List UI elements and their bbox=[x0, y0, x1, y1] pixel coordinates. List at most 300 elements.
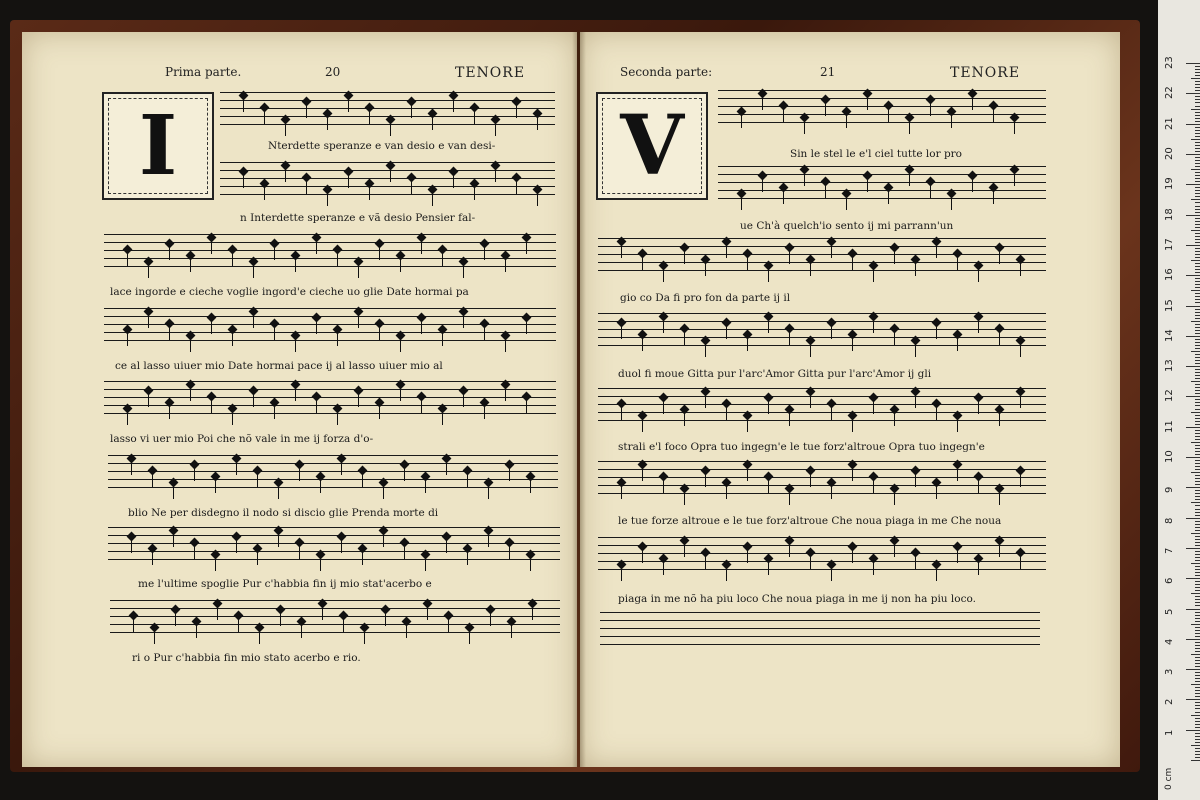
ruler-minor-tick bbox=[1191, 290, 1200, 291]
ruler-minor-tick bbox=[1195, 263, 1200, 264]
ruler-minor-tick bbox=[1195, 130, 1200, 131]
ruler-minor-tick bbox=[1195, 339, 1200, 340]
ruler-minor-tick bbox=[1195, 521, 1200, 522]
ruler-minor-tick bbox=[1191, 563, 1200, 564]
note-stem bbox=[425, 479, 426, 493]
ruler-minor-tick bbox=[1195, 84, 1200, 85]
note-stem bbox=[348, 98, 349, 112]
ruler-minor-tick bbox=[1195, 236, 1200, 237]
note-stem bbox=[516, 180, 517, 194]
note-stem bbox=[621, 485, 622, 499]
ruler-minor-tick bbox=[1195, 136, 1200, 137]
ruler-minor-tick bbox=[1195, 599, 1200, 600]
note-stem bbox=[894, 331, 895, 345]
ruler-minor-tick bbox=[1195, 372, 1200, 373]
ruler-minor-tick bbox=[1195, 721, 1200, 722]
note-stem bbox=[411, 104, 412, 118]
ruler-minor-tick bbox=[1195, 357, 1200, 358]
ruler-minor-tick bbox=[1195, 309, 1200, 310]
note-stem bbox=[421, 320, 422, 334]
ruler-minor-tick bbox=[1191, 533, 1200, 534]
ruler-minor-tick bbox=[1195, 430, 1200, 431]
staff-line bbox=[598, 545, 1046, 546]
ruler-minor-tick bbox=[1191, 199, 1200, 200]
ruler-minor-tick bbox=[1195, 724, 1200, 725]
lyric-line: lace ingorde e cieche voglie ingord'e cieche uo glie Date hormai pa bbox=[110, 286, 469, 298]
note-stem bbox=[993, 108, 994, 122]
ruler-minor-tick bbox=[1191, 124, 1200, 125]
note-stem bbox=[169, 246, 170, 260]
note-stem bbox=[789, 543, 790, 557]
ruler-minor-tick bbox=[1195, 657, 1200, 658]
ruler-minor-tick bbox=[1191, 336, 1200, 337]
note-stem bbox=[385, 612, 386, 626]
ruler-minor-tick bbox=[1191, 366, 1200, 367]
staff-line bbox=[718, 122, 1046, 123]
ruler-number: 19 bbox=[1164, 177, 1175, 191]
ruler-minor-tick bbox=[1195, 348, 1200, 349]
note-stem bbox=[726, 567, 727, 581]
ruler-minor-tick bbox=[1195, 212, 1200, 213]
ruler-number: 20 bbox=[1164, 147, 1175, 160]
ruler-minor-tick bbox=[1191, 412, 1200, 413]
note-stem bbox=[425, 557, 426, 571]
ruler-minor-tick bbox=[1195, 712, 1200, 713]
note-stem bbox=[978, 400, 979, 414]
ruler-minor-tick bbox=[1195, 551, 1200, 552]
note-stem bbox=[453, 98, 454, 112]
note-stem bbox=[1020, 262, 1021, 276]
ruler-minor-tick bbox=[1195, 648, 1200, 649]
music-staff bbox=[110, 600, 560, 634]
ruler-minor-tick bbox=[1195, 248, 1200, 249]
ruler-minor-tick bbox=[1195, 633, 1200, 634]
lyric-line: ue Ch'à quelch'io sento ij mi parrann'un bbox=[740, 220, 954, 232]
note-stem bbox=[747, 418, 748, 432]
note-stem bbox=[236, 539, 237, 553]
note-stem bbox=[379, 246, 380, 260]
note-stem bbox=[301, 624, 302, 638]
ruler-number: 11 bbox=[1164, 419, 1175, 433]
note-stem bbox=[364, 630, 365, 644]
lyric-line: Nterdette speranze e van desio e van desi- bbox=[268, 140, 496, 152]
ruler-minor-tick bbox=[1191, 260, 1200, 261]
ruler-minor-tick bbox=[1195, 460, 1200, 461]
ruler-minor-tick bbox=[1195, 254, 1200, 255]
ruler-minor-tick bbox=[1191, 654, 1200, 655]
ruler-minor-tick bbox=[1195, 696, 1200, 697]
note-stem bbox=[131, 461, 132, 475]
ruler-minor-tick bbox=[1195, 718, 1200, 719]
ruler-minor-tick bbox=[1195, 81, 1200, 82]
note-stem bbox=[663, 268, 664, 282]
note-stem bbox=[930, 102, 931, 116]
note-stem bbox=[526, 240, 527, 254]
staff-line bbox=[104, 308, 556, 309]
ruler-minor-tick bbox=[1195, 363, 1200, 364]
staff-line bbox=[104, 266, 556, 267]
note-stem bbox=[152, 473, 153, 487]
note-stem bbox=[867, 178, 868, 192]
ruler-minor-tick bbox=[1195, 287, 1200, 288]
lyric-line: n Interdette speranze e vã desio Pensier fal- bbox=[240, 212, 476, 224]
note-stem bbox=[642, 549, 643, 563]
note-stem bbox=[957, 337, 958, 351]
staff-line bbox=[108, 471, 558, 472]
ruler-minor-tick bbox=[1195, 469, 1200, 470]
staff-line bbox=[598, 337, 1046, 338]
ruler-minor-tick bbox=[1195, 157, 1200, 158]
note-stem bbox=[127, 411, 128, 425]
note-stem bbox=[530, 479, 531, 493]
lyric-line: me l'ultime spoglie Pur c'habbia fin ij mio stat'acerbo e bbox=[138, 578, 432, 590]
note-stem bbox=[999, 250, 1000, 264]
music-staff bbox=[598, 461, 1046, 495]
note-stem bbox=[169, 405, 170, 419]
note-stem bbox=[831, 485, 832, 499]
ruler-minor-tick bbox=[1191, 487, 1200, 488]
ruler-minor-tick bbox=[1195, 590, 1200, 591]
ruler-minor-tick bbox=[1195, 448, 1200, 449]
note-stem bbox=[274, 405, 275, 419]
ruler-minor-tick bbox=[1195, 330, 1200, 331]
note-stem bbox=[358, 264, 359, 278]
staff-line bbox=[108, 551, 560, 552]
note-stem bbox=[406, 624, 407, 638]
note-stem bbox=[747, 467, 748, 481]
note-stem bbox=[978, 268, 979, 282]
ruler-minor-tick bbox=[1195, 178, 1200, 179]
note-stem bbox=[978, 561, 979, 575]
note-stem bbox=[285, 122, 286, 136]
staff-line bbox=[598, 345, 1046, 346]
note-stem bbox=[972, 96, 973, 110]
note-stem bbox=[253, 264, 254, 278]
note-stem bbox=[642, 418, 643, 432]
note-stem bbox=[194, 467, 195, 481]
note-stem bbox=[873, 479, 874, 493]
note-stem bbox=[495, 168, 496, 182]
note-stem bbox=[337, 411, 338, 425]
ruler-minor-tick bbox=[1191, 699, 1200, 700]
ruler-minor-tick bbox=[1195, 115, 1200, 116]
note-stem bbox=[894, 491, 895, 505]
note-stem bbox=[285, 168, 286, 182]
note-stem bbox=[873, 400, 874, 414]
ruler-minor-tick bbox=[1191, 381, 1200, 382]
note-stem bbox=[621, 406, 622, 420]
note-stem bbox=[768, 561, 769, 575]
ruler-minor-tick bbox=[1195, 566, 1200, 567]
note-stem bbox=[295, 387, 296, 401]
music-staff bbox=[104, 308, 556, 342]
ruler-minor-tick bbox=[1195, 233, 1200, 234]
ruler-minor-tick bbox=[1195, 484, 1200, 485]
note-stem bbox=[846, 196, 847, 210]
note-stem bbox=[232, 411, 233, 425]
note-stem bbox=[253, 393, 254, 407]
ruler-minor-tick bbox=[1195, 596, 1200, 597]
ruler-minor-tick bbox=[1195, 627, 1200, 628]
music-staff bbox=[598, 238, 1046, 272]
note-stem bbox=[957, 256, 958, 270]
music-staff bbox=[220, 92, 555, 126]
ruler-minor-tick bbox=[1191, 669, 1200, 670]
note-stem bbox=[211, 399, 212, 413]
ruler-number: 6 bbox=[1164, 577, 1175, 585]
ruler-minor-tick bbox=[1195, 360, 1200, 361]
music-staff bbox=[598, 313, 1046, 347]
staff-line bbox=[104, 413, 556, 414]
note-stem bbox=[530, 557, 531, 571]
ruler-minor-tick bbox=[1191, 154, 1200, 155]
ruler-minor-tick bbox=[1191, 684, 1200, 685]
staff-line bbox=[108, 535, 560, 536]
note-stem bbox=[316, 399, 317, 413]
ruler-minor-tick bbox=[1195, 166, 1200, 167]
note-stem bbox=[509, 545, 510, 559]
note-stem bbox=[509, 467, 510, 481]
ruler-minor-tick bbox=[1195, 660, 1200, 661]
note-stem bbox=[888, 108, 889, 122]
note-stem bbox=[930, 184, 931, 198]
note-stem bbox=[442, 252, 443, 266]
note-stem bbox=[888, 190, 889, 204]
staff-line bbox=[600, 620, 1040, 621]
note-stem bbox=[894, 412, 895, 426]
note-stem bbox=[831, 406, 832, 420]
ruler-minor-tick bbox=[1195, 584, 1200, 585]
ruler-number: 22 bbox=[1164, 86, 1175, 100]
ruler-minor-tick bbox=[1195, 636, 1200, 637]
ruler-minor-tick bbox=[1191, 639, 1200, 640]
note-stem bbox=[215, 479, 216, 493]
ruler-minor-tick bbox=[1195, 742, 1200, 743]
ruler-minor-tick bbox=[1195, 542, 1200, 543]
ruler-minor-tick bbox=[1195, 324, 1200, 325]
note-stem bbox=[327, 116, 328, 130]
ruler-minor-tick bbox=[1195, 318, 1200, 319]
note-stem bbox=[621, 325, 622, 339]
staff-line bbox=[110, 632, 560, 633]
note-stem bbox=[243, 174, 244, 188]
note-stem bbox=[337, 332, 338, 346]
note-stem bbox=[299, 545, 300, 559]
note-stem bbox=[369, 186, 370, 200]
ruler-minor-tick bbox=[1195, 454, 1200, 455]
note-stem bbox=[432, 116, 433, 130]
ruler-minor-tick bbox=[1195, 666, 1200, 667]
note-stem bbox=[642, 337, 643, 351]
note-stem bbox=[1020, 555, 1021, 569]
note-stem bbox=[278, 485, 279, 499]
note-stem bbox=[867, 96, 868, 110]
note-stem bbox=[190, 258, 191, 272]
ruler-minor-tick bbox=[1195, 390, 1200, 391]
ruler-minor-tick bbox=[1195, 515, 1200, 516]
staff-line bbox=[598, 420, 1046, 421]
note-stem bbox=[484, 246, 485, 260]
staff-line bbox=[600, 612, 1040, 613]
note-stem bbox=[873, 319, 874, 333]
note-stem bbox=[684, 331, 685, 345]
ruler-minor-tick bbox=[1195, 172, 1200, 173]
note-stem bbox=[726, 406, 727, 420]
note-stem bbox=[762, 96, 763, 110]
ruler-minor-tick bbox=[1191, 139, 1200, 140]
note-stem bbox=[341, 461, 342, 475]
note-stem bbox=[215, 557, 216, 571]
music-staff bbox=[108, 455, 558, 489]
ruler-minor-tick bbox=[1191, 609, 1200, 610]
ruler-minor-tick bbox=[1195, 281, 1200, 282]
ruler-minor-tick bbox=[1191, 321, 1200, 322]
ruler-minor-tick bbox=[1195, 439, 1200, 440]
staff-line bbox=[600, 628, 1040, 629]
note-stem bbox=[341, 539, 342, 553]
ruler-minor-tick bbox=[1195, 645, 1200, 646]
note-stem bbox=[358, 314, 359, 328]
empty-staff bbox=[600, 612, 1040, 640]
ruler-minor-tick bbox=[1195, 227, 1200, 228]
ruler-minor-tick bbox=[1195, 618, 1200, 619]
ruler-minor-tick bbox=[1195, 681, 1200, 682]
note-stem bbox=[243, 98, 244, 112]
decorated-initial-left bbox=[102, 92, 214, 200]
note-stem bbox=[741, 196, 742, 210]
note-stem bbox=[127, 252, 128, 266]
note-stem bbox=[957, 549, 958, 563]
note-stem bbox=[873, 268, 874, 282]
ruler-minor-tick bbox=[1195, 218, 1200, 219]
ruler-minor-tick bbox=[1195, 160, 1200, 161]
note-stem bbox=[299, 467, 300, 481]
staff-line bbox=[598, 461, 1046, 462]
ruler-minor-tick bbox=[1195, 409, 1200, 410]
ruler-minor-tick bbox=[1195, 242, 1200, 243]
ruler-minor-tick bbox=[1191, 472, 1200, 473]
staff-line bbox=[220, 194, 555, 195]
ruler-minor-tick bbox=[1195, 557, 1200, 558]
lyric-line: gio co Da fi pro fon da parte ij il bbox=[620, 292, 791, 304]
note-stem bbox=[663, 400, 664, 414]
staff-line bbox=[220, 100, 555, 101]
note-stem bbox=[390, 122, 391, 136]
ruler-minor-tick bbox=[1191, 230, 1200, 231]
note-stem bbox=[505, 258, 506, 272]
note-stem bbox=[936, 244, 937, 258]
ruler-minor-tick bbox=[1195, 436, 1200, 437]
note-stem bbox=[825, 102, 826, 116]
ruler-minor-tick bbox=[1195, 87, 1200, 88]
left-page-number: 20 bbox=[325, 65, 341, 79]
note-stem bbox=[663, 479, 664, 493]
lyric-line: duol fi moue Gitta pur l'arc'Amor Gitta pur l'arc'Amor ij gli bbox=[618, 368, 932, 380]
note-stem bbox=[196, 624, 197, 638]
note-stem bbox=[484, 326, 485, 340]
ruler-minor-tick bbox=[1195, 193, 1200, 194]
ruler-minor-tick bbox=[1195, 221, 1200, 222]
note-stem bbox=[852, 418, 853, 432]
staff-line bbox=[600, 644, 1040, 645]
music-staff bbox=[104, 234, 556, 268]
note-stem bbox=[306, 180, 307, 194]
note-stem bbox=[684, 250, 685, 264]
note-stem bbox=[448, 618, 449, 632]
note-stem bbox=[232, 252, 233, 266]
ruler-minor-tick bbox=[1191, 593, 1200, 594]
ruler-number: 5 bbox=[1164, 608, 1175, 615]
note-stem bbox=[684, 491, 685, 505]
ruler-minor-tick bbox=[1195, 736, 1200, 737]
ruler-minor-tick bbox=[1195, 284, 1200, 285]
note-stem bbox=[190, 387, 191, 401]
ruler-minor-tick bbox=[1191, 502, 1200, 503]
ruler-minor-tick bbox=[1195, 539, 1200, 540]
note-stem bbox=[909, 120, 910, 134]
note-stem bbox=[322, 606, 323, 620]
ruler-minor-tick bbox=[1195, 505, 1200, 506]
note-stem bbox=[362, 551, 363, 565]
ruler-minor-tick bbox=[1195, 615, 1200, 616]
initial-letter: V bbox=[620, 98, 684, 194]
note-stem bbox=[852, 256, 853, 270]
ruler-minor-tick bbox=[1195, 739, 1200, 740]
ruler-minor-tick bbox=[1195, 187, 1200, 188]
ruler-minor-tick bbox=[1195, 572, 1200, 573]
note-stem bbox=[705, 262, 706, 276]
ruler-minor-tick bbox=[1195, 509, 1200, 510]
note-stem bbox=[274, 246, 275, 260]
note-stem bbox=[488, 533, 489, 547]
staff-line bbox=[110, 616, 560, 617]
ruler-minor-tick bbox=[1195, 587, 1200, 588]
note-stem bbox=[747, 549, 748, 563]
ruler-minor-tick bbox=[1195, 106, 1200, 107]
ruler-minor-tick bbox=[1195, 196, 1200, 197]
ruler-minor-tick bbox=[1195, 757, 1200, 758]
note-stem bbox=[495, 122, 496, 136]
ruler-minor-tick bbox=[1195, 496, 1200, 497]
note-stem bbox=[726, 485, 727, 499]
note-stem bbox=[936, 325, 937, 339]
note-stem bbox=[217, 606, 218, 620]
note-stem bbox=[295, 338, 296, 352]
note-stem bbox=[253, 314, 254, 328]
ruler-minor-tick bbox=[1195, 545, 1200, 546]
ruler-minor-tick bbox=[1195, 302, 1200, 303]
note-stem bbox=[320, 479, 321, 493]
ruler-minor-tick bbox=[1191, 442, 1200, 443]
note-stem bbox=[999, 491, 1000, 505]
note-stem bbox=[532, 606, 533, 620]
ruler-minor-tick bbox=[1195, 112, 1200, 113]
note-stem bbox=[131, 539, 132, 553]
ruler-minor-tick bbox=[1195, 190, 1200, 191]
note-stem bbox=[526, 320, 527, 334]
ruler-minor-tick bbox=[1191, 93, 1200, 94]
note-stem bbox=[379, 326, 380, 340]
note-stem bbox=[236, 461, 237, 475]
note-stem bbox=[810, 343, 811, 357]
ruler-minor-tick bbox=[1195, 433, 1200, 434]
staff-line bbox=[108, 455, 558, 456]
staff-line bbox=[598, 537, 1046, 538]
staff-line bbox=[220, 170, 555, 171]
note-stem bbox=[999, 412, 1000, 426]
note-stem bbox=[810, 394, 811, 408]
music-staff bbox=[598, 388, 1046, 422]
